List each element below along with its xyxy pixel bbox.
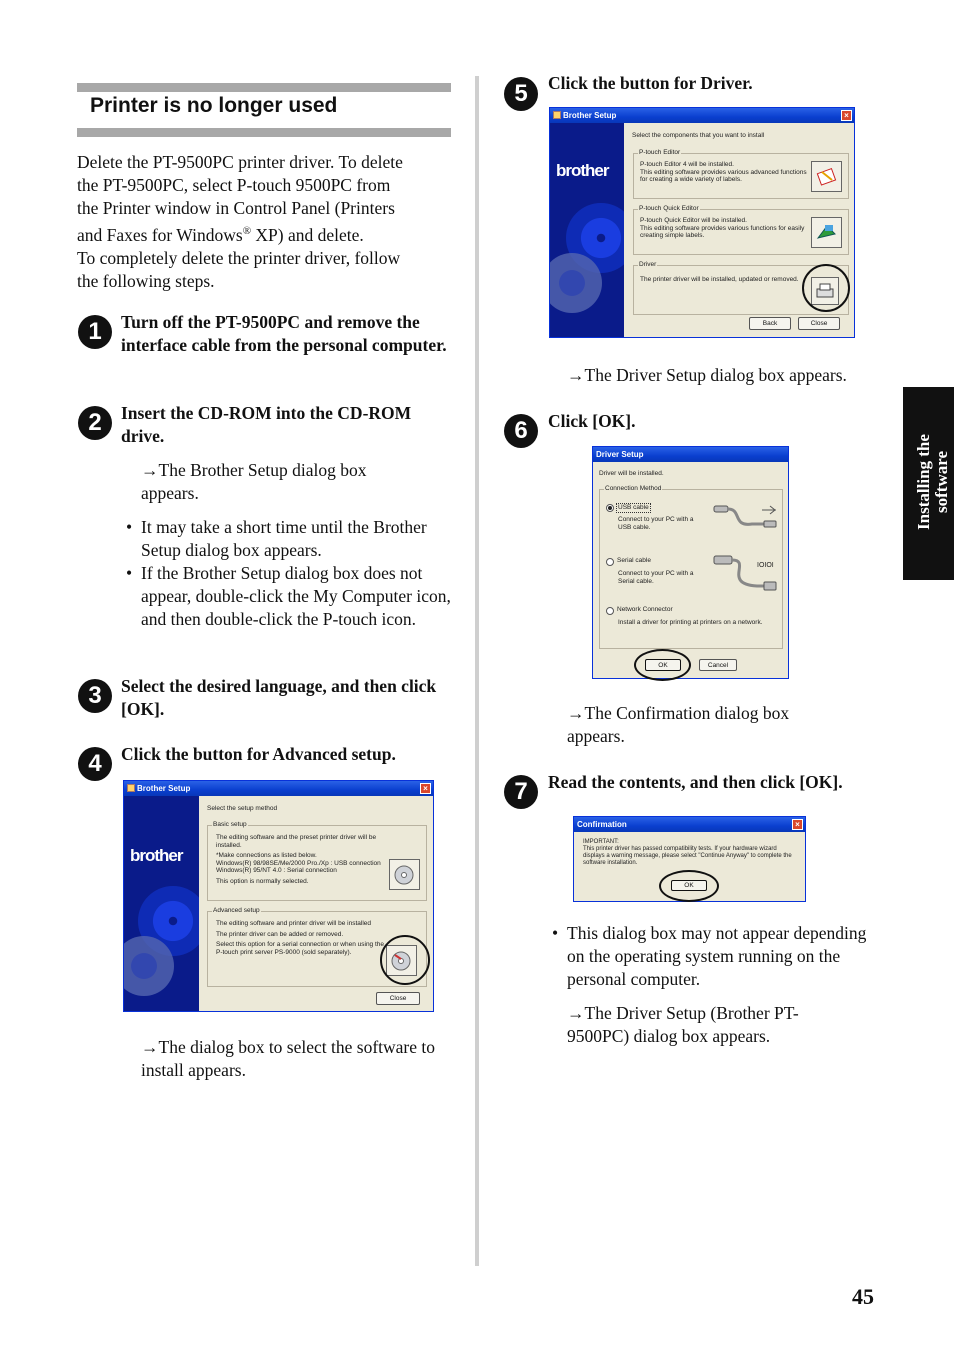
page-number: 45 — [852, 1284, 874, 1309]
step-5-text: Click the button for Driver. — [548, 73, 753, 93]
cd-install-icon — [390, 860, 419, 889]
dialog-titlebar: Driver Setup — [593, 447, 788, 462]
intro-line: the PT-9500PC, select P-touch 9500PC from — [77, 175, 391, 195]
step-6-result: →The Confirmation dialog box appears. — [567, 703, 790, 746]
chapter-tab — [903, 387, 954, 580]
step-1-text: Turn off the PT-9500PC and remove the interface cable from the personal computer. — [121, 312, 447, 355]
quick-editor-group — [633, 205, 849, 255]
dialog-text: The printer driver will be installed, updated or removed. — [640, 276, 799, 283]
close-icon[interactable]: × — [841, 110, 852, 121]
dialog-text: creating simple labels. — [640, 232, 705, 239]
highlight-circle — [380, 935, 430, 985]
step-number-5: 5 — [504, 77, 538, 111]
dialog-text: P-touch Editor 4 will be installed. — [640, 161, 734, 168]
brother-logo: brother — [556, 161, 609, 180]
dialog-text: Select this option for a serial connection or when using the — [216, 941, 385, 948]
brother-logo: brother — [130, 846, 183, 865]
step-number-4: 4 — [78, 747, 112, 781]
dialog-text: IMPORTANT: — [583, 839, 619, 845]
serial-option-label[interactable]: Serial cable — [617, 557, 651, 564]
driver-setup-dialog — [592, 446, 789, 679]
dialog-text: Windows(R) 98/98SE/Me/2000 Pro./Xp : USB connection — [216, 859, 381, 867]
group-label: Advanced setup — [213, 907, 260, 914]
label-editor-icon — [812, 162, 841, 191]
intro-line: the Printer window in Control Panel (Printers — [77, 198, 395, 218]
intro-line: the following steps. — [77, 270, 215, 291]
connection-method-group — [599, 485, 783, 649]
step-3-text: Select the desired language, and then click [OK]. — [121, 676, 437, 719]
dialog-text: The printer driver can be added or removed. — [216, 930, 344, 938]
editor-group — [633, 149, 849, 199]
dialog-text: This printer driver has passed compatibility tests. If your hardware wizard — [583, 846, 777, 852]
intro-line: To completely delete the printer driver, follow — [77, 247, 401, 268]
brand-sidebar — [124, 796, 199, 1011]
dialog-text: displays a warning message, please select "Continue Anyway" to complete the — [583, 853, 792, 859]
dialog-titlebar: Brother Setup — [124, 781, 433, 796]
step-2-notes — [123, 516, 453, 631]
header-bar-bottom — [77, 128, 451, 137]
group-label: Connection Method — [605, 485, 662, 492]
intro-paragraph — [77, 151, 457, 293]
usb-cable-icon — [712, 502, 782, 532]
highlight-circle — [659, 870, 719, 902]
header-bar-top — [77, 83, 451, 92]
group-label: P-touch Editor — [639, 149, 681, 156]
note-item: • This dialog box may not appear depending on the operating system running on the personal computer. — [549, 922, 869, 991]
step-4-text: Click the button for Advanced setup. — [121, 744, 396, 764]
dialog-text: *Make connections as listed below. — [216, 852, 317, 859]
dialog-titlebar: Confirmation — [574, 817, 805, 832]
dialog-text: Serial cable. — [618, 577, 654, 585]
ok-button[interactable]: OK — [645, 659, 681, 671]
group-label: Basic setup — [213, 821, 247, 828]
dialog-text: This editing software provides various advanced functions — [640, 168, 807, 176]
step-number-2: 2 — [78, 406, 112, 440]
group-label: Driver — [639, 261, 657, 268]
highlight-circle — [634, 649, 691, 681]
intro-line — [77, 220, 457, 247]
serial-port-label: IOIOI — [757, 562, 774, 569]
step-6-text: Click [OK]. — [548, 411, 636, 431]
close-button[interactable]: Close — [376, 992, 420, 1005]
note-item: • If the Brother Setup dialog box does not appear, double-click the My Computer icon, and then double-click the P-touch icon. — [123, 562, 453, 631]
dialog-text: This option is normally selected. — [216, 877, 309, 885]
advanced-setup-group — [207, 907, 427, 987]
usb-radio[interactable] — [606, 504, 614, 512]
dialog-text: This editing software provides various functions for easily — [640, 224, 805, 232]
confirmation-dialog — [573, 816, 806, 902]
intro-text: and Faxes for Windows — [77, 224, 243, 245]
dialog-text: The editing software and the preset printer driver will be — [216, 834, 377, 841]
dialog-text: for creating a wide variety of labels. — [640, 176, 742, 183]
step-2-result: →The Brother Setup dialog box appears. — [141, 460, 367, 503]
quick-editor-icon — [812, 218, 841, 247]
dialog-text: Connect to your PC with a — [618, 516, 694, 523]
registered-mark: ® — [242, 225, 252, 237]
dialog-prompt: Select the setup method — [207, 805, 278, 812]
ok-button[interactable]: OK — [671, 880, 707, 891]
app-icon — [553, 111, 561, 119]
dialog-text: The editing software and printer driver will be installed — [216, 920, 371, 927]
chapter-tab-line: software — [932, 451, 951, 513]
dialog-text: Driver will be installed. — [599, 470, 664, 477]
close-icon[interactable]: × — [420, 783, 431, 794]
highlight-circle — [802, 264, 850, 312]
step-number-3: 3 — [78, 679, 112, 713]
driver-group — [633, 261, 849, 315]
step-5-result: →The Driver Setup dialog box appears. — [567, 365, 847, 385]
serial-radio[interactable] — [606, 558, 614, 566]
close-button[interactable]: Close — [798, 317, 840, 330]
dialog-text: Windows(R) 95/NT 4.0 : Serial connection — [216, 867, 337, 874]
p-touch-editor-button[interactable] — [811, 161, 842, 192]
usb-option-label[interactable]: USB cable — [618, 504, 649, 511]
close-icon[interactable]: × — [792, 819, 803, 830]
cd-disc-graphic — [550, 253, 602, 313]
confirmation-message — [583, 839, 808, 867]
step-7-result: →The Driver Setup (Brother PT-9500PC) dialog box appears. — [567, 1003, 799, 1046]
dialog-prompt: Select the components that you want to install — [632, 132, 765, 139]
component-select-dialog — [549, 107, 855, 338]
column-divider — [475, 76, 479, 1266]
serial-cable-icon — [712, 554, 782, 594]
network-radio[interactable] — [606, 607, 614, 615]
dialog-text: USB cable. — [618, 523, 651, 531]
basic-setup-group — [207, 821, 427, 901]
brand-sidebar — [550, 123, 624, 337]
dialog-titlebar: Brother Setup — [550, 108, 854, 123]
chapter-tab-line: Installing the — [914, 434, 933, 530]
step-number-7: 7 — [504, 775, 538, 809]
quick-editor-button[interactable] — [811, 217, 842, 248]
step-7-notes — [549, 922, 869, 991]
intro-line: Delete the PT-9500PC printer driver. To delete — [77, 152, 403, 172]
section-title: Printer is no longer used — [90, 94, 338, 117]
step-4-result: →The dialog box to select the software to install appears. — [141, 1037, 436, 1080]
step-7-text: Read the contents, and then click [OK]. — [548, 772, 843, 792]
basic-setup-button[interactable] — [389, 859, 420, 890]
back-button[interactable]: Back — [749, 317, 791, 330]
step-number-1: 1 — [78, 315, 112, 349]
app-icon — [127, 784, 135, 792]
dialog-text: Install a driver for printing at printers on a network. — [618, 619, 763, 626]
dialog-text: installed. — [216, 841, 242, 849]
dialog-text: P-touch Quick Editor will be installed. — [640, 217, 747, 224]
cancel-button[interactable]: Cancel — [699, 659, 737, 671]
intro-text: XP) and delete. — [251, 224, 364, 245]
step-2-text: Insert the CD-ROM into the CD-ROM drive. — [121, 403, 412, 446]
note-item: • It may take a short time until the Brother Setup dialog box appears. — [123, 516, 453, 562]
dialog-text: software installation. — [583, 860, 638, 866]
network-option-label[interactable]: Network Connector — [617, 606, 673, 613]
brother-setup-dialog — [123, 780, 434, 1012]
group-label: P-touch Quick Editor — [639, 205, 699, 212]
dialog-text: P-touch print server PS-9000 (sold separately). — [216, 948, 352, 956]
chapter-tab-label — [915, 397, 951, 567]
step-number-6: 6 — [504, 414, 538, 448]
dialog-text: Connect to your PC with a — [618, 570, 694, 577]
